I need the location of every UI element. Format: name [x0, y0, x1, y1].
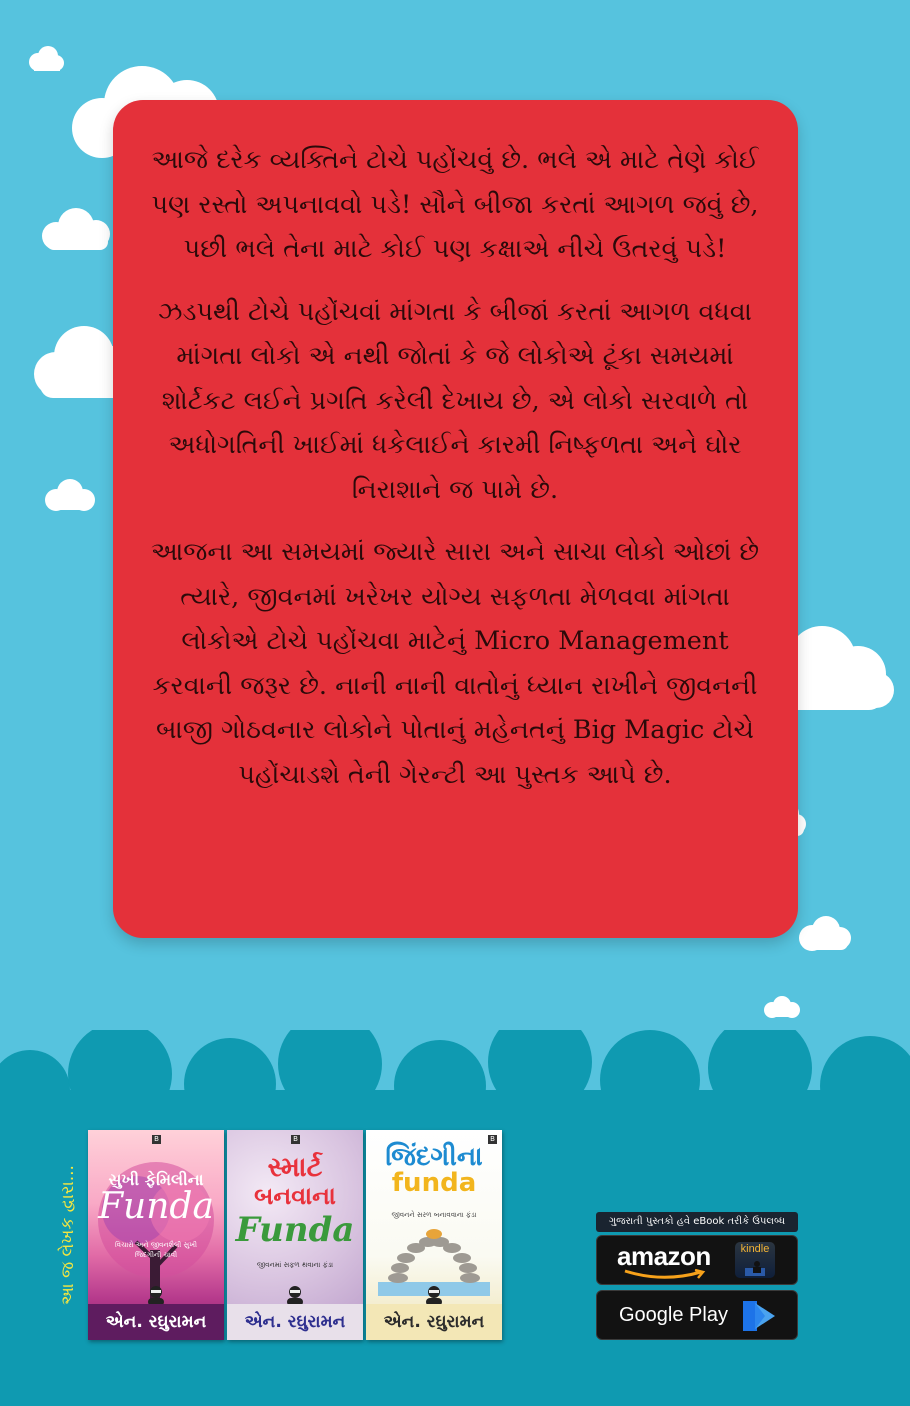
play-books-icon — [741, 1299, 777, 1333]
book-title: સ્માર્ટ — [267, 1152, 323, 1183]
cloud-icon — [42, 478, 98, 514]
book-author: એન. રઘુરામન — [227, 1304, 363, 1340]
google-play-button[interactable] — [596, 1290, 798, 1340]
book-title: સુખી ફેમિલીના — [108, 1170, 204, 1189]
book-title: જિંદગીના — [385, 1142, 483, 1172]
description-paragraph: આજના આ સમયમાં જ્યારે સારા અને સાચા લોકો ઓછાં છે ત્યારે, જીવનમાં ખરેખર યોગ્ય સફળતા મેળવવા માંગતા લોકોએ ટોચે પહોંચવા માટેનું Micro Management કરવાની જરૂર છે. નાની નાની વાતોનું ધ્યાન રાખીને જીવનની બાજી ગોઠવનાર લોકોને પોતાનું મહેનતનું Big Magic ટોચે પહોંચાડશે તેની ગેરન્ટી આ પુસ્તક આપે છે. — [150, 537, 760, 790]
kindle-badge — [735, 1242, 775, 1278]
book-title-funda: funda — [391, 1168, 477, 1198]
amazon-smile-icon — [623, 1269, 709, 1281]
author-avatar-icon — [423, 1284, 445, 1306]
book-cover-sukhi-family[interactable] — [88, 1130, 224, 1340]
cloud-icon — [26, 44, 66, 74]
same-author-text: આ જ લેખક દ્વારા... — [58, 1165, 78, 1305]
book-description — [140, 138, 770, 815]
book-tagline: જીવનને સરળ બનાવવાના ફંડા — [391, 1211, 477, 1219]
same-author-label — [48, 1130, 88, 1340]
description-paragraph: ઝડપથી ટોચે પહોંચવાં માંગતા કે બીજાં કરતાં આગળ વધવા માંગતા લોકો એ નથી જોતાં કે જે લોકોએ ટૂંકા સમયમાં શોર્ટકટ લઈને પ્રગતિ કરેલી દેખાય છે, એ લોકો સરવાળે તો અધોગતિની ખાઈમાં ધકેલાઈને કારમી નિષ્ફળતા અને ઘોર નિરાશાને જ પામે છે. — [158, 296, 752, 505]
author-avatar-icon — [145, 1284, 167, 1306]
book-cover-jindagina[interactable] — [366, 1130, 502, 1340]
book-title-line2: બનવાના — [254, 1182, 336, 1210]
cloud-icon — [796, 912, 852, 954]
ebook-availability-label: ગુજરાતી પુસ્તકો હવે eBook તરીકે ઉપલબ્ધ — [596, 1212, 798, 1232]
book-author: એન. રઘુરામન — [88, 1304, 224, 1340]
author-avatar-icon — [284, 1284, 306, 1306]
book-title-funda: Funda — [235, 1210, 355, 1250]
book-tagline: જીવનમાં સફળ થવાના ફંડા — [256, 1261, 334, 1269]
book-tagline: વિચારો અને જીવનશૈલી સુખી જિંદગીની ચાવી — [115, 1241, 197, 1259]
book-title-funda: Funda — [98, 1186, 214, 1227]
publisher-logo-icon: B — [488, 1135, 497, 1144]
kindle-label: kindle — [740, 1243, 770, 1255]
amazon-kindle-button[interactable] — [596, 1235, 798, 1285]
publisher-logo-icon: B — [152, 1135, 161, 1144]
cloud-icon — [38, 204, 116, 254]
amazon-logo-text: amazon — [617, 1241, 711, 1271]
publisher-logo-icon: B — [291, 1135, 300, 1144]
book-cover-smart-banvana[interactable] — [227, 1130, 363, 1340]
reader-silhouette-icon — [745, 1258, 765, 1276]
google-play-text: Google Play — [619, 1304, 728, 1326]
cloud-icon — [762, 994, 802, 1020]
description-paragraph: આજે દરેક વ્યક્તિને ટોચે પહોંચવું છે. ભલે એ માટે તેણે કોઈ પણ રસ્તો અપનાવવો પડે! સૌને બીજા કરતાં આગળ જવું છે, પછી ભલે તેના માટે કોઈ પણ કક્ષાએ નીચે ઉતરવું પડે! — [151, 145, 759, 264]
book-author: એન. રઘુરામન — [366, 1304, 502, 1340]
